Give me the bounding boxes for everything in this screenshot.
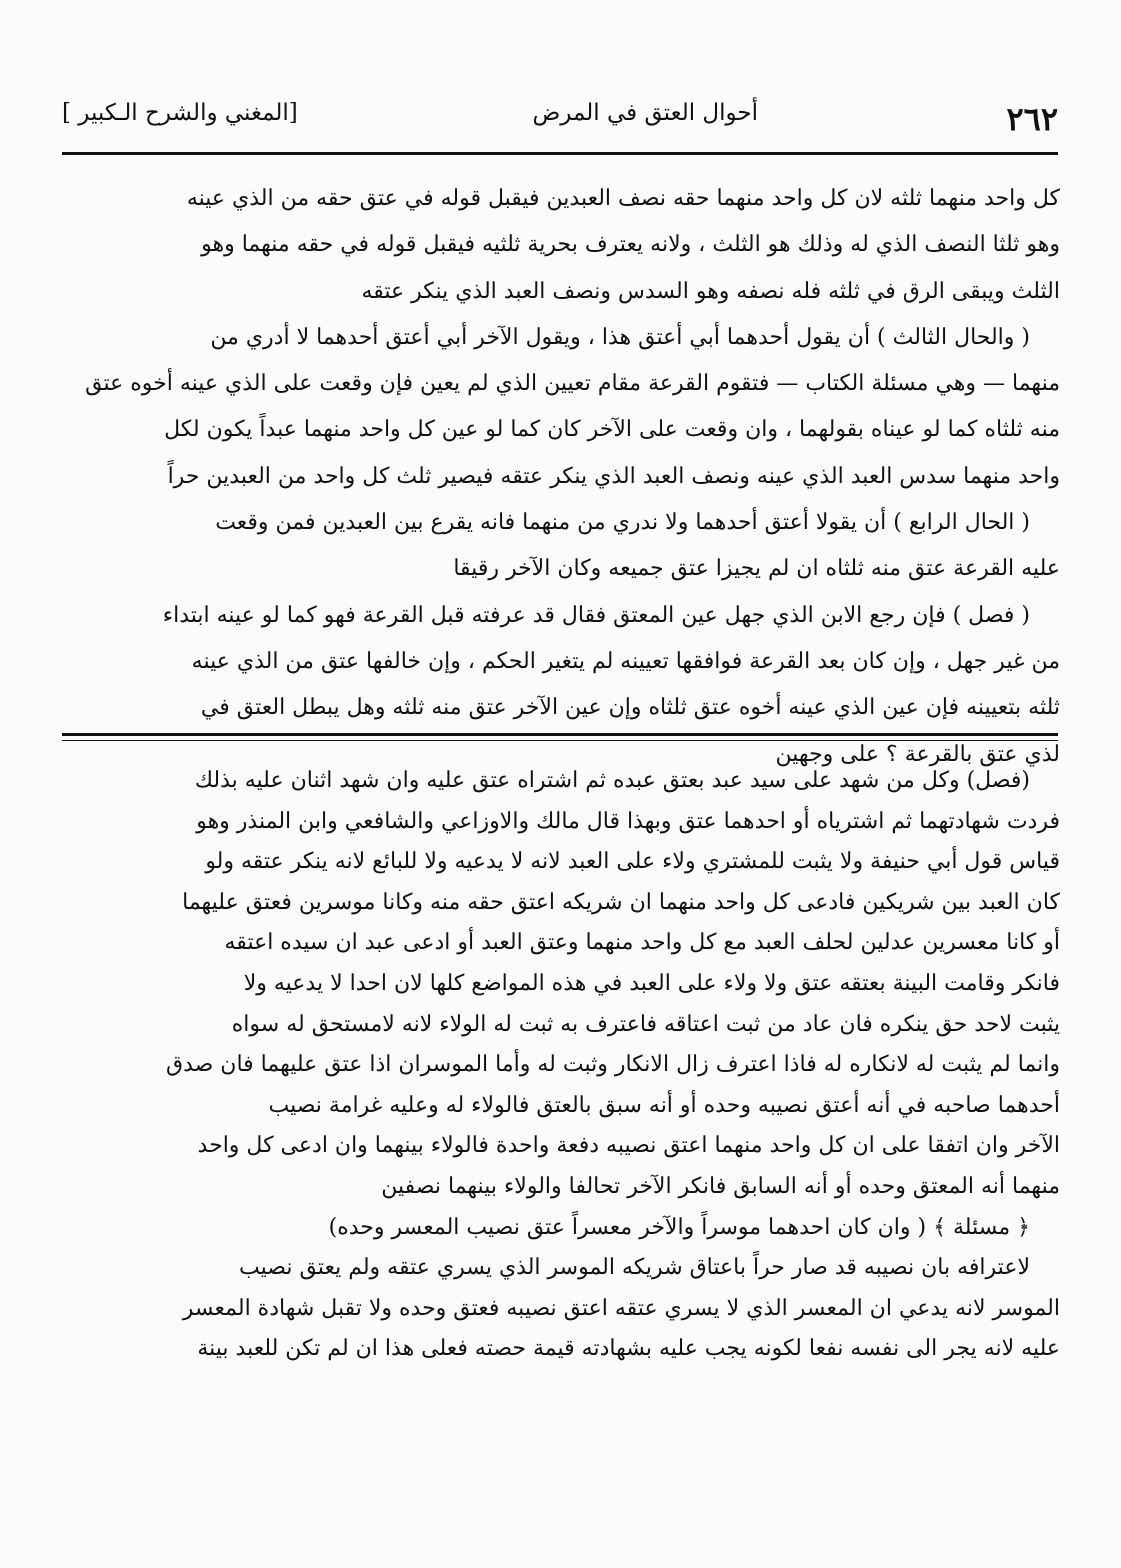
text-line: ( الحال الرابع ) أن يقولا أعتق أحدهما ولا ندري من منهما فانه يقرع بين العبدين فمن وقعت — [215, 510, 1030, 536]
text-line: وهو ثلثا النصف الذي له وذلك هو الثلث ، ولانه يعترف بحرية ثلثيه فيقبل قوله في حقه منهما وهو — [201, 232, 1060, 258]
text-line: الثلث ويبقى الرق في ثلثه فله نصفه وهو السدس ونصف العبد الذي ينكر عتقه — [361, 278, 1060, 304]
section-separator — [62, 733, 1058, 736]
section-separator-thin — [62, 740, 1058, 741]
text-line: عليه القرعة عتق منه ثلثاه ان لم يجيزا عتق جميعه وكان الآخر رقيقا — [453, 556, 1060, 582]
text-line: فانكر وقامت البينة بعتقه عتق ولا ولاء على العبد في هذه المواضع كلها لان احدا لا يدعيه ولا — [243, 970, 1060, 996]
text-line: ( فصل ) فإن رجع الابن الذي جهل عين المعتق فقال قد عرفته قبل القرعة فهو كما لو عينه ابتداء — [162, 602, 1030, 628]
text-line: (فصل) وكل من شهد على سيد عبد بعتق عبده ثم اشتراه عتق عليه وان شهد اثنان عليه بذلك — [194, 768, 1030, 793]
text-line: كان العبد بين شريكين فادعى كل واحد منهما ان شريكه اعتق حقه منه وكانا موسرين فعتق عليهما — [182, 889, 1060, 915]
text-line: قياس قول أبي حنيفة ولا يثبت للمشتري ولاء على العبد لانه لا يدعيه ولا للبائع لانه ينكر عتقه ولو — [205, 849, 1060, 875]
text-line: منهما — وهي مسئلة الكتاب — فتقوم القرعة مقام تعيين الذي لم يعين فإن وقعت على الذي عينه أخوه عتق — [85, 371, 1060, 397]
text-line: لذي عتق بالقرعة ؟ على وجهين — [775, 741, 1060, 767]
lower-text-block — [50, 761, 1060, 1370]
text-line: واحد منهما سدس العبد الذي عينه ونصف العبد الذي ينكر عتقه فيصير ثلث كل واحد من العبدين حراً — [167, 463, 1060, 489]
text-line: الموسر لانه يدعي ان المعسر الذي لا يسري عتقه اعتق نصيبه فعتق وحده ولا تقبل شهادة المعسر — [182, 1295, 1060, 1321]
text-line: ثلثه بتعيينه فإن عين الذي عينه أخوه عتق ثلثاه وإن عين الآخر عتق منه ثلثه وهل يبطل العتق في — [200, 695, 1060, 721]
running-header — [62, 92, 1058, 152]
upper-text-block — [50, 176, 1060, 778]
section-title: أحوال العتق في المرض — [532, 100, 758, 126]
text-line: كل واحد منهما ثلثه لان كل واحد منهما حقه نصف العبدين فيقبل قوله في عتق حقه من الذي عينه — [186, 186, 1060, 211]
text-line: وانما لم يثبت له لانكاره له فاذا اعترف زال الانكار وثبت له وأما الموسران اذا عتق عليهما فان صدق — [166, 1052, 1060, 1078]
book-title: [المغني والشرح الـكبير ] — [62, 100, 298, 126]
text-line: أحدهما صاحبه في أنه أعتق نصيبه وحده أو أنه سبق بالعتق فالولاء له وعليه غرامة نصيب — [268, 1092, 1060, 1118]
text-line: منه ثلثاه كما لو عيناه بقولهما ، وان وقعت على الآخر كان كما لو عين كل واحد منهما عبداً يكون لكل — [164, 417, 1060, 443]
text-line: عليه لانه يجر الى نفسه نفعا لكونه يجب عليه بشهادته قيمة حصته فعلى هذا ان لم تكن للعبد بينة — [197, 1336, 1060, 1362]
text-line: لاعترافه بان نصيبه قد صار حراً باعتاق شريكه الموسر الذي يسري عتقه ولم يعتق نصيب — [239, 1255, 1030, 1281]
text-line: يثبت لاحد حق ينكره فان عاد من ثبت اعتاقه فاعترف به ثبت له الولاء لانه لامستحق له سواه — [231, 1011, 1060, 1037]
text-line: من غير جهل ، وإن كان بعد القرعة فوافقها تعيينه لم يتغير الحكم ، وإن خالفها عتق من الذي عينه — [191, 648, 1060, 674]
text-line: فردت شهادتهما ثم اشترياه أو احدهما عتق وبهذا قال مالك والاوزاعي والشافعي وابن المنذر وهو — [196, 808, 1060, 834]
text-line: منهما أنه المعتق وحده أو أنه السابق فانكر الآخر تحالفا والولاء بينهما نصفين — [381, 1173, 1060, 1199]
text-line: ﴿ مسئلة ﴾ ( وان كان احدهما موسراً والآخر معسراً عتق نصيب المعسر وحده) — [328, 1214, 1030, 1240]
text-line: الآخر وان اتفقا على ان كل واحد منهما اعتق نصيبه دفعة واحدة فالولاء بينهما وان ادعى كل واحد — [197, 1133, 1060, 1159]
page-number: ٢٦٢ — [1006, 100, 1058, 138]
header-rule — [62, 152, 1058, 155]
text-line: ( والحال الثالث ) أن يقول أحدهما أبي أعتق هذا ، ويقول الآخر أبي أعتق أحدهما لا أدري من — [210, 324, 1030, 350]
text-line: أو كانا معسرين عدلين لحلف العبد مع كل واحد منهما وعتق العبد أو ادعى عبد ان سيده اعتقه — [224, 930, 1060, 956]
